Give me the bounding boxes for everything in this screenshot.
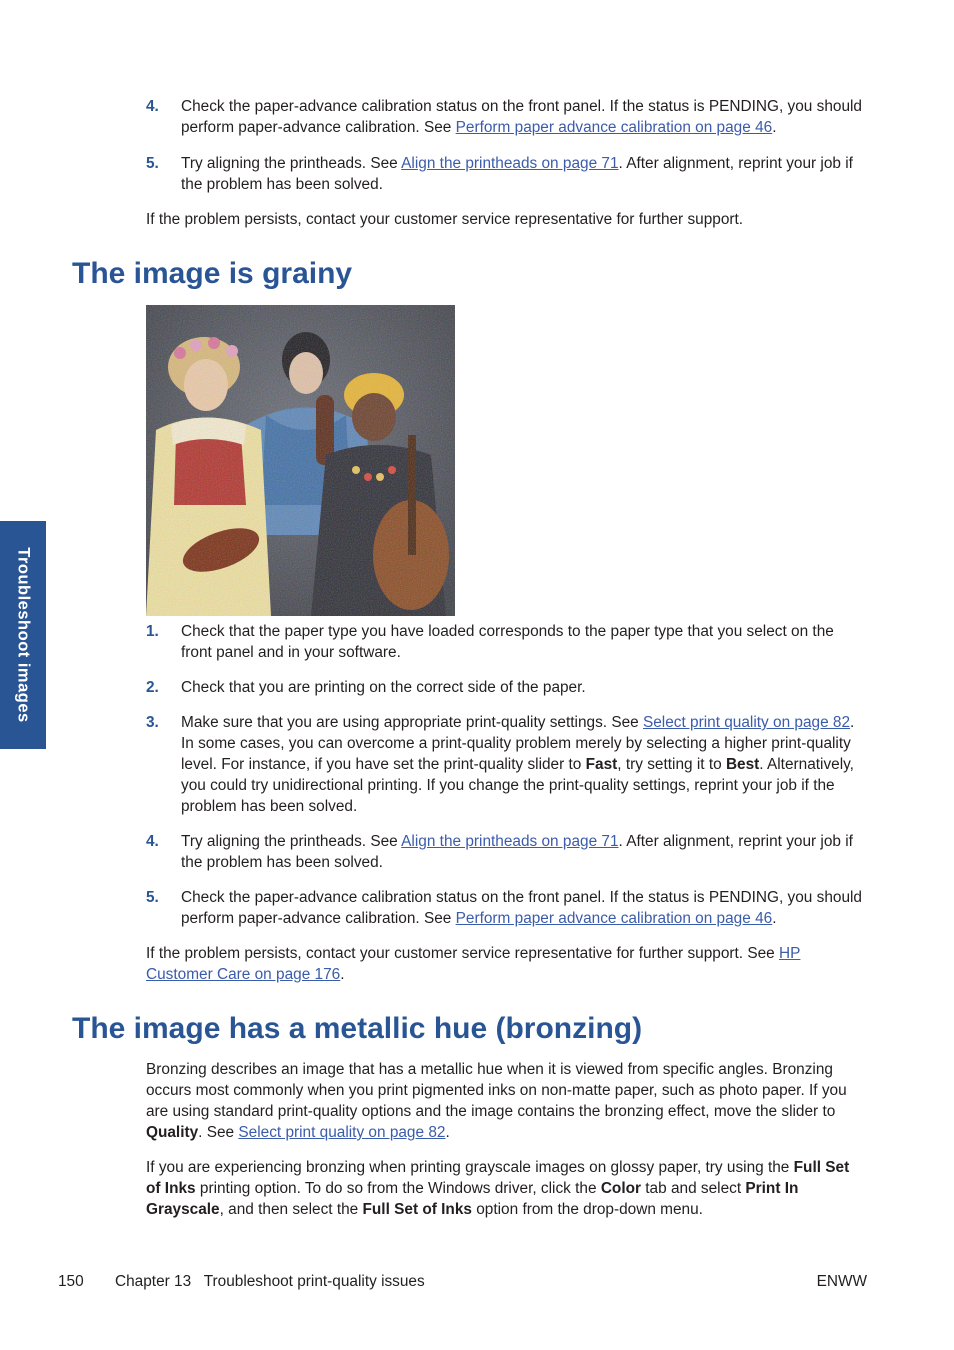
list-item: [146, 887, 864, 929]
paragraph-text: Bronzing describes an image that has a metallic hue when it is viewed from specific angles. Bronzing occurs most commonly when you print pigmented inks on non-matte paper, such as photo paper. If you are using standard print-quality options and the image contains the bronzing effect, move the slider to: [146, 1061, 847, 1120]
chapter-title: Chapter 13 Troubleshoot print-quality issues: [115, 1273, 425, 1290]
paragraph: [146, 1059, 864, 1143]
list-number: 2.: [146, 679, 159, 696]
paragraph: [146, 1157, 864, 1220]
select-print-quality-link[interactable]: Select print quality on page 82: [238, 1124, 446, 1141]
list-item: [146, 677, 864, 698]
paragraph-text: If you are experiencing bronzing when printing grayscale images on glossy paper, try using the: [146, 1159, 794, 1176]
bold-term: Full Set of Inks: [362, 1201, 472, 1218]
bold-term: Print In Grayscale: [146, 1180, 799, 1218]
paragraph-text: option from the drop-down menu.: [471, 1201, 703, 1218]
list-number: 3.: [146, 714, 159, 731]
hp-customer-care-link[interactable]: HP Customer Care on page 176: [146, 945, 801, 983]
bold-term: Fast: [585, 756, 618, 773]
page-number: 150: [58, 1273, 84, 1290]
list-text: Make sure that you are using appropriate print-quality settings. See: [181, 714, 643, 731]
list-text: . In some cases, you can overcome a print-quality problem merely by selecting a higher print-quality level. For instance, if you have set the print-quality slider to: [181, 714, 855, 773]
list-text: Try aligning the printheads. See: [181, 833, 402, 850]
list-text: Check the paper-advance calibration status on the front panel. If the status is PENDING, you should perform paper-advance calibration. See: [181, 98, 862, 136]
list-text: Check that the paper type you have loaded corresponds to the paper type that you select on the front panel and in your software.: [181, 623, 834, 661]
paragraph: [146, 943, 864, 985]
list-text: Check that you are printing on the correct side of the paper.: [181, 679, 586, 696]
list-item: [146, 712, 864, 817]
paragraph-text-end: .: [340, 966, 345, 983]
list-text-end: .: [772, 119, 777, 136]
list-item: [146, 831, 864, 873]
paragraph-text: If the problem persists, contact your customer service representative for further support. See: [146, 945, 780, 962]
bold-term: Color: [600, 1180, 641, 1197]
list-text: , try setting it to: [617, 756, 726, 773]
select-print-quality-link[interactable]: Select print quality on page 82: [642, 714, 851, 731]
list-text: Check the paper-advance calibration status on the front panel. If the status is PENDING, you should perform paper-advance calibration. See: [181, 889, 862, 927]
grainy-photo: [146, 305, 455, 616]
paragraph-text-end: .: [445, 1124, 450, 1141]
list-item: [146, 96, 864, 138]
calibration-link[interactable]: Perform paper advance calibration on page 46: [455, 910, 773, 927]
list-number: 4.: [146, 98, 159, 115]
side-tab: [0, 521, 46, 749]
paragraph-text: . See: [198, 1124, 239, 1141]
list-text-end: . After alignment, reprint your job if the problem has been solved.: [181, 833, 853, 871]
footer-right: ENWW: [816, 1273, 867, 1290]
list-item: [146, 621, 864, 663]
list-number: 5.: [146, 155, 159, 172]
list-text-end: . After alignment, reprint your job if the problem has been solved.: [181, 155, 853, 193]
list-text: . Alternatively, you could try unidirectional printing. If you change the print-quality settings, reprint your job if the problem has been solved.: [181, 756, 854, 815]
align-printheads-link[interactable]: Align the printheads on page 71: [401, 833, 619, 850]
paragraph-text: printing option. To do so from the Windows driver, click the: [195, 1180, 601, 1197]
list-number: 1.: [146, 623, 159, 640]
paragraph: If the problem persists, contact your customer service representative for further support.: [146, 211, 744, 228]
paragraph-text: tab and select: [641, 1180, 746, 1197]
paragraph-text: , and then select the: [219, 1201, 363, 1218]
list-text: Try aligning the printheads. See: [181, 155, 402, 172]
bold-term: Quality: [146, 1124, 199, 1141]
bold-term: Best: [725, 756, 760, 773]
list-text-end: .: [772, 910, 777, 927]
list-item: [146, 153, 864, 195]
side-tab-label: Troubleshoot images: [14, 547, 33, 723]
list-number: 5.: [146, 889, 159, 906]
list-number: 4.: [146, 833, 159, 850]
section-heading: The image is grainy: [72, 257, 353, 290]
section-heading: The image has a metallic hue (bronzing): [72, 1012, 643, 1045]
calibration-link[interactable]: Perform paper advance calibration on page 46: [455, 119, 773, 136]
bold-term: Full Set of Inks: [146, 1159, 850, 1197]
align-printheads-link[interactable]: Align the printheads on page 71: [401, 155, 619, 172]
